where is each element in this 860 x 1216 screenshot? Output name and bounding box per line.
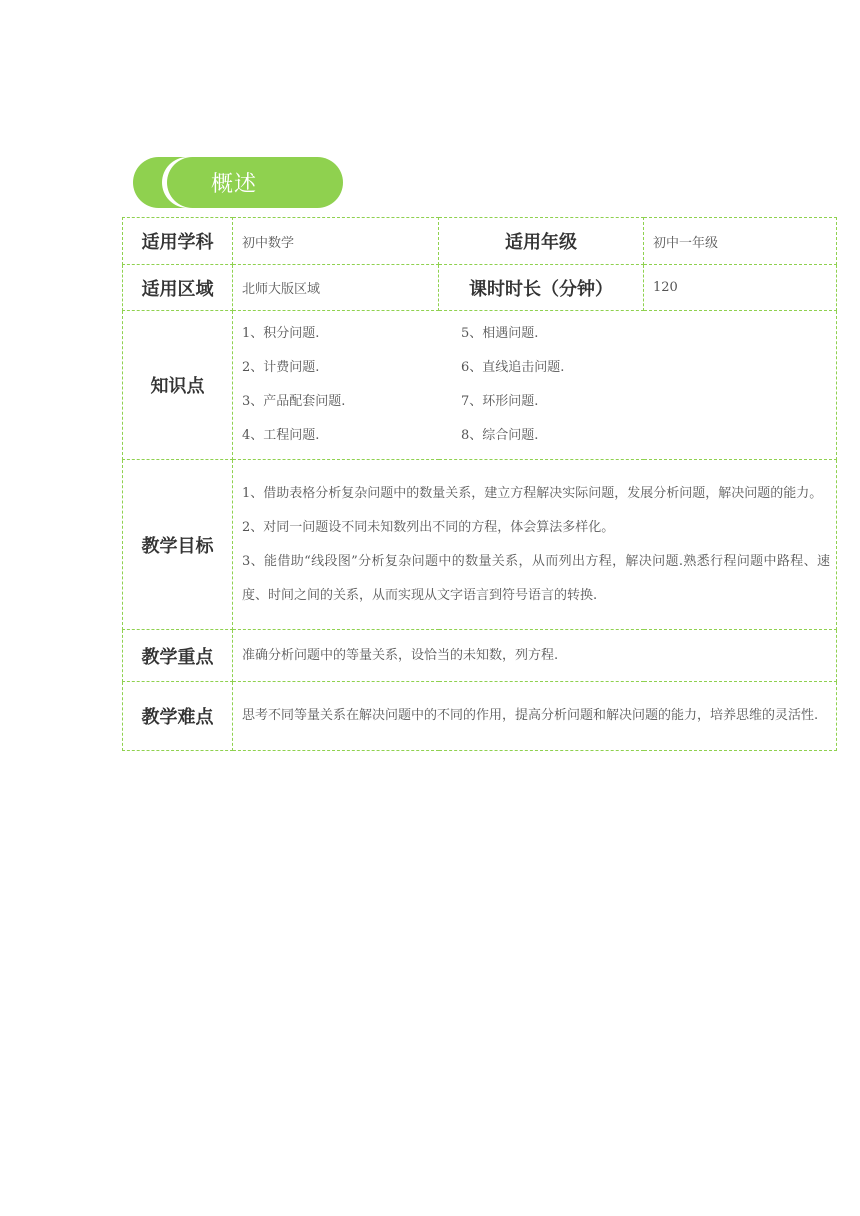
table-row bbox=[123, 265, 837, 311]
section-title: 概述 bbox=[211, 172, 258, 197]
list-item: 5、相遇问题. bbox=[461, 326, 539, 341]
table-row bbox=[123, 218, 837, 265]
goal-item: 3、能借助“线段图”分析复杂问题中的数量关系，从而列出方程，解决问题.熟悉行程问题中路程、速度、时间之间的关系，从而实现从文字语言到符号语言的转换. bbox=[242, 553, 830, 603]
goals-cell bbox=[233, 460, 837, 630]
region-value: 北师大版区域 bbox=[233, 265, 439, 311]
goals-label: 教学目标 bbox=[123, 460, 233, 630]
list-item: 1、积分问题. bbox=[242, 326, 320, 341]
table-row bbox=[123, 460, 837, 630]
knowledge-list bbox=[233, 311, 836, 459]
table-row bbox=[123, 311, 837, 460]
list-item: 3、产品配套问题. bbox=[242, 394, 346, 409]
difficulty-value: 思考不同等量关系在解决问题中的不同的作用，提高分析问题和解决问题的能力，培养思维的灵活性. bbox=[233, 682, 837, 751]
list-item: 2、计费问题. bbox=[242, 360, 320, 375]
knowledge-cell bbox=[233, 311, 837, 460]
grade-label: 适用年级 bbox=[439, 218, 644, 265]
region-label: 适用区域 bbox=[123, 265, 233, 311]
section-badge bbox=[133, 157, 343, 208]
overview-table bbox=[122, 217, 837, 751]
duration-label: 课时时长（分钟） bbox=[439, 265, 644, 311]
table-row bbox=[123, 630, 837, 682]
knowledge-label: 知识点 bbox=[123, 311, 233, 460]
key-value: 准确分析问题中的等量关系，设恰当的未知数，列方程. bbox=[233, 630, 837, 682]
subject-value: 初中数学 bbox=[233, 218, 439, 265]
list-item: 4、工程问题. bbox=[242, 428, 320, 443]
goal-item: 1、借助表格分析复杂问题中的数量关系，建立方程解决实际问题，发展分析问题，解决问题的能力。 bbox=[242, 485, 823, 501]
grade-value: 初中一年级 bbox=[644, 218, 837, 265]
key-label: 教学重点 bbox=[123, 630, 233, 682]
table-row bbox=[123, 682, 837, 751]
duration-value: 120 bbox=[644, 265, 837, 311]
subject-label: 适用学科 bbox=[123, 218, 233, 265]
list-item: 7、环形问题. bbox=[461, 394, 539, 409]
difficulty-label: 教学难点 bbox=[123, 682, 233, 751]
list-item: 8、综合问题. bbox=[461, 428, 539, 443]
goal-item: 2、对同一问题设不同未知数列出不同的方程，体会算法多样化。 bbox=[242, 519, 615, 535]
list-item: 6、直线追击问题. bbox=[461, 360, 565, 375]
